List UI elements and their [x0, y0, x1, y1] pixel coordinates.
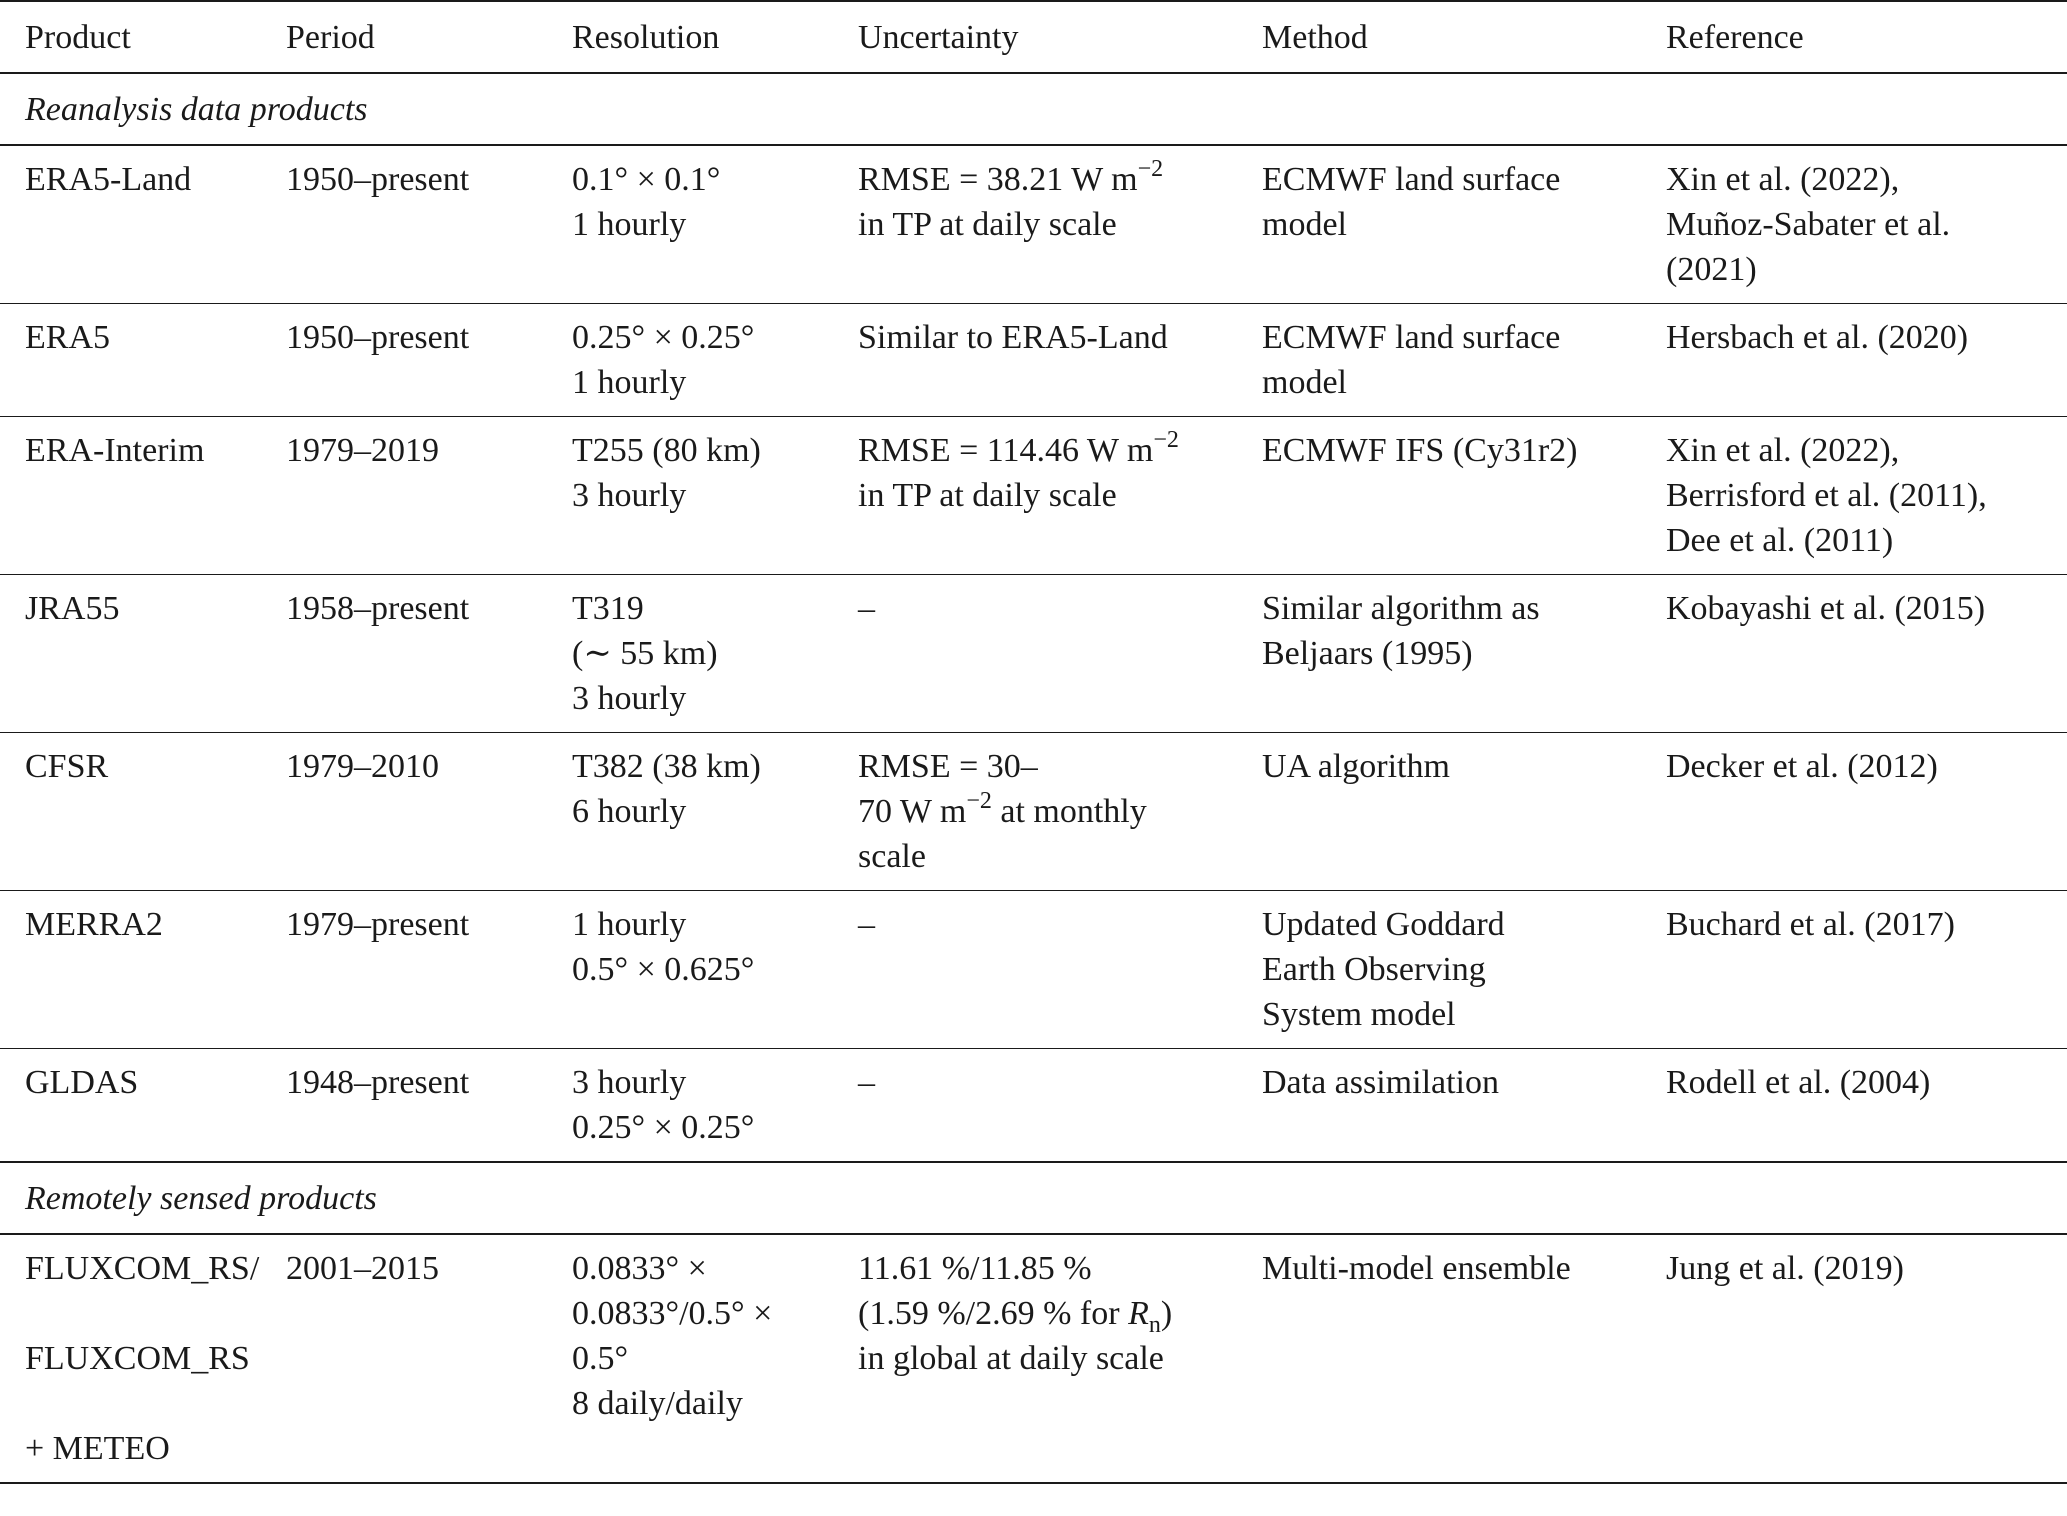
- reference-line: (2021): [1666, 251, 1757, 288]
- product-line: FLUXCOM_RS/: [25, 1250, 260, 1287]
- cell-period: 2001–2015: [286, 1234, 572, 1483]
- cell-method: ECMWF IFS (Cy31r2): [1262, 417, 1666, 575]
- cell-uncertainty: –: [858, 891, 1262, 1049]
- header-reference: Reference: [1666, 1, 2067, 73]
- cell-uncertainty: –: [858, 575, 1262, 733]
- reference-line: Dee et al. (2011): [1666, 522, 1894, 559]
- uncertainty-line: [858, 789, 1262, 834]
- resolution-line: 3 hourly: [572, 1064, 687, 1101]
- uncertainty-text: (1.59 %/2.69 % for: [858, 1295, 1129, 1332]
- resolution-line: 0.5°: [572, 1340, 629, 1377]
- cell-resolution: [572, 891, 858, 1049]
- cell-uncertainty: Similar to ERA5-Land: [858, 304, 1262, 417]
- table-row: [0, 891, 2067, 1049]
- cell-uncertainty: [858, 733, 1262, 891]
- spacer: [25, 1381, 286, 1426]
- uncertainty-text: ): [1160, 1295, 1173, 1332]
- cell-product: CFSR: [0, 733, 286, 891]
- uncertainty-text: RMSE = 38.21 W m: [858, 161, 1138, 198]
- table-row: [0, 304, 2067, 417]
- table-row: [0, 733, 2067, 891]
- table-body: [0, 73, 2067, 1483]
- cell-resolution: [572, 145, 858, 304]
- cell-method: [1262, 891, 1666, 1049]
- header-row: [0, 1, 2067, 73]
- section-row-remote: [0, 1162, 2067, 1234]
- header-product: Product: [0, 1, 286, 73]
- header-resolution: Resolution: [572, 1, 858, 73]
- cell-uncertainty: [858, 145, 1262, 304]
- cell-reference: [1666, 417, 2067, 575]
- cell-method: UA algorithm: [1262, 733, 1666, 891]
- table-row: [0, 145, 2067, 304]
- method-line: Similar algorithm as: [1262, 590, 1540, 627]
- cell-resolution: [572, 417, 858, 575]
- method-line: ECMWF land surface: [1262, 319, 1561, 356]
- cell-method: [1262, 304, 1666, 417]
- method-line: Beljaars (1995): [1262, 635, 1473, 672]
- cell-period: 1979–2010: [286, 733, 572, 891]
- variable-subscript: n: [1148, 1311, 1161, 1338]
- resolution-line: 6 hourly: [572, 793, 687, 830]
- resolution-line: 8 daily/daily: [572, 1385, 743, 1422]
- uncertainty-line: in global at daily scale: [858, 1340, 1164, 1377]
- cell-uncertainty: –: [858, 1049, 1262, 1163]
- uncertainty-text: at monthly: [991, 793, 1147, 830]
- header-method: Method: [1262, 1, 1666, 73]
- method-line: Updated Goddard: [1262, 906, 1505, 943]
- cell-period: 1948–present: [286, 1049, 572, 1163]
- cell-product: ERA5-Land: [0, 145, 286, 304]
- table-header: [0, 1, 2067, 73]
- uncertainty-line: 11.61 %/11.85 %: [858, 1250, 1092, 1287]
- resolution-line: 1 hourly: [572, 906, 687, 943]
- method-line: System model: [1262, 996, 1456, 1033]
- resolution-line: 3 hourly: [572, 477, 687, 514]
- cell-method: [1262, 145, 1666, 304]
- cell-resolution: [572, 575, 858, 733]
- cell-period: 1958–present: [286, 575, 572, 733]
- resolution-line: 1 hourly: [572, 206, 687, 243]
- resolution-line: 1 hourly: [572, 364, 687, 401]
- resolution-line: T319: [572, 590, 644, 627]
- cell-period: 1979–present: [286, 891, 572, 1049]
- table-row: [0, 575, 2067, 733]
- uncertainty-line: [858, 1291, 1262, 1336]
- resolution-line: 0.0833°/0.5° ×: [572, 1295, 773, 1332]
- cell-product: MERRA2: [0, 891, 286, 1049]
- cell-period: 1950–present: [286, 304, 572, 417]
- section-title-reanalysis: Reanalysis data products: [0, 73, 2067, 145]
- header-uncertainty: Uncertainty: [858, 1, 1262, 73]
- uncertainty-exponent: −2: [966, 787, 992, 814]
- method-line: Earth Observing: [1262, 951, 1486, 988]
- cell-reference: Decker et al. (2012): [1666, 733, 2067, 891]
- method-line: model: [1262, 364, 1347, 401]
- variable-r: R: [1128, 1295, 1149, 1332]
- uncertainty-line: [858, 157, 1262, 202]
- cell-product: ERA-Interim: [0, 417, 286, 575]
- reference-line: Xin et al. (2022),: [1666, 161, 1900, 198]
- uncertainty-line: in TP at daily scale: [858, 477, 1117, 514]
- uncertainty-line: RMSE = 30–: [858, 748, 1038, 785]
- table-row: [0, 1049, 2067, 1163]
- cell-method: Data assimilation: [1262, 1049, 1666, 1163]
- header-period: Period: [286, 1, 572, 73]
- uncertainty-exponent: −2: [1137, 155, 1164, 182]
- resolution-line: T382 (38 km): [572, 748, 761, 785]
- uncertainty-exponent: −2: [1153, 426, 1179, 453]
- resolution-line: 3 hourly: [572, 680, 687, 717]
- cell-period: 1950–present: [286, 145, 572, 304]
- uncertainty-text: RMSE = 114.46 W m: [858, 432, 1154, 469]
- uncertainty-text: 70 W m: [858, 793, 967, 830]
- cell-method: Multi-model ensemble: [1262, 1234, 1666, 1483]
- resolution-line: 0.0833° ×: [572, 1250, 707, 1287]
- cell-method: [1262, 575, 1666, 733]
- cell-resolution: [572, 1234, 858, 1483]
- method-line: model: [1262, 206, 1347, 243]
- product-line: + METEO: [25, 1430, 170, 1467]
- resolution-line: 0.5° × 0.625°: [572, 951, 755, 988]
- cell-uncertainty: [858, 1234, 1262, 1483]
- cell-reference: Jung et al. (2019): [1666, 1234, 2067, 1483]
- cell-product: ERA5: [0, 304, 286, 417]
- cell-reference: [1666, 145, 2067, 304]
- product-line: FLUXCOM_RS: [25, 1340, 250, 1377]
- cell-reference: Hersbach et al. (2020): [1666, 304, 2067, 417]
- cell-product: [0, 1234, 286, 1483]
- table-row: [0, 1234, 2067, 1483]
- resolution-line: (∼ 55 km): [572, 635, 718, 672]
- uncertainty-line: in TP at daily scale: [858, 206, 1117, 243]
- cell-reference: Kobayashi et al. (2015): [1666, 575, 2067, 733]
- resolution-line: 0.25° × 0.25°: [572, 1109, 755, 1146]
- section-title-remote: Remotely sensed products: [0, 1162, 2067, 1234]
- cell-product: JRA55: [0, 575, 286, 733]
- cell-period: 1979–2019: [286, 417, 572, 575]
- resolution-line: 0.1° × 0.1°: [572, 161, 721, 198]
- cell-reference: Rodell et al. (2004): [1666, 1049, 2067, 1163]
- method-line: ECMWF land surface: [1262, 161, 1561, 198]
- uncertainty-line: [858, 428, 1262, 473]
- resolution-line: 0.25° × 0.25°: [572, 319, 755, 356]
- section-row-reanalysis: [0, 73, 2067, 145]
- cell-resolution: [572, 1049, 858, 1163]
- cell-resolution: [572, 733, 858, 891]
- table-row: [0, 417, 2067, 575]
- cell-resolution: [572, 304, 858, 417]
- reference-line: Xin et al. (2022),: [1666, 432, 1900, 469]
- spacer: [25, 1291, 286, 1336]
- cell-product: GLDAS: [0, 1049, 286, 1163]
- cell-reference: Buchard et al. (2017): [1666, 891, 2067, 1049]
- cell-uncertainty: [858, 417, 1262, 575]
- resolution-line: T255 (80 km): [572, 432, 761, 469]
- uncertainty-line: scale: [858, 838, 926, 875]
- reference-line: Berrisford et al. (2011),: [1666, 477, 1987, 514]
- reference-line: Muñoz-Sabater et al.: [1666, 206, 1951, 243]
